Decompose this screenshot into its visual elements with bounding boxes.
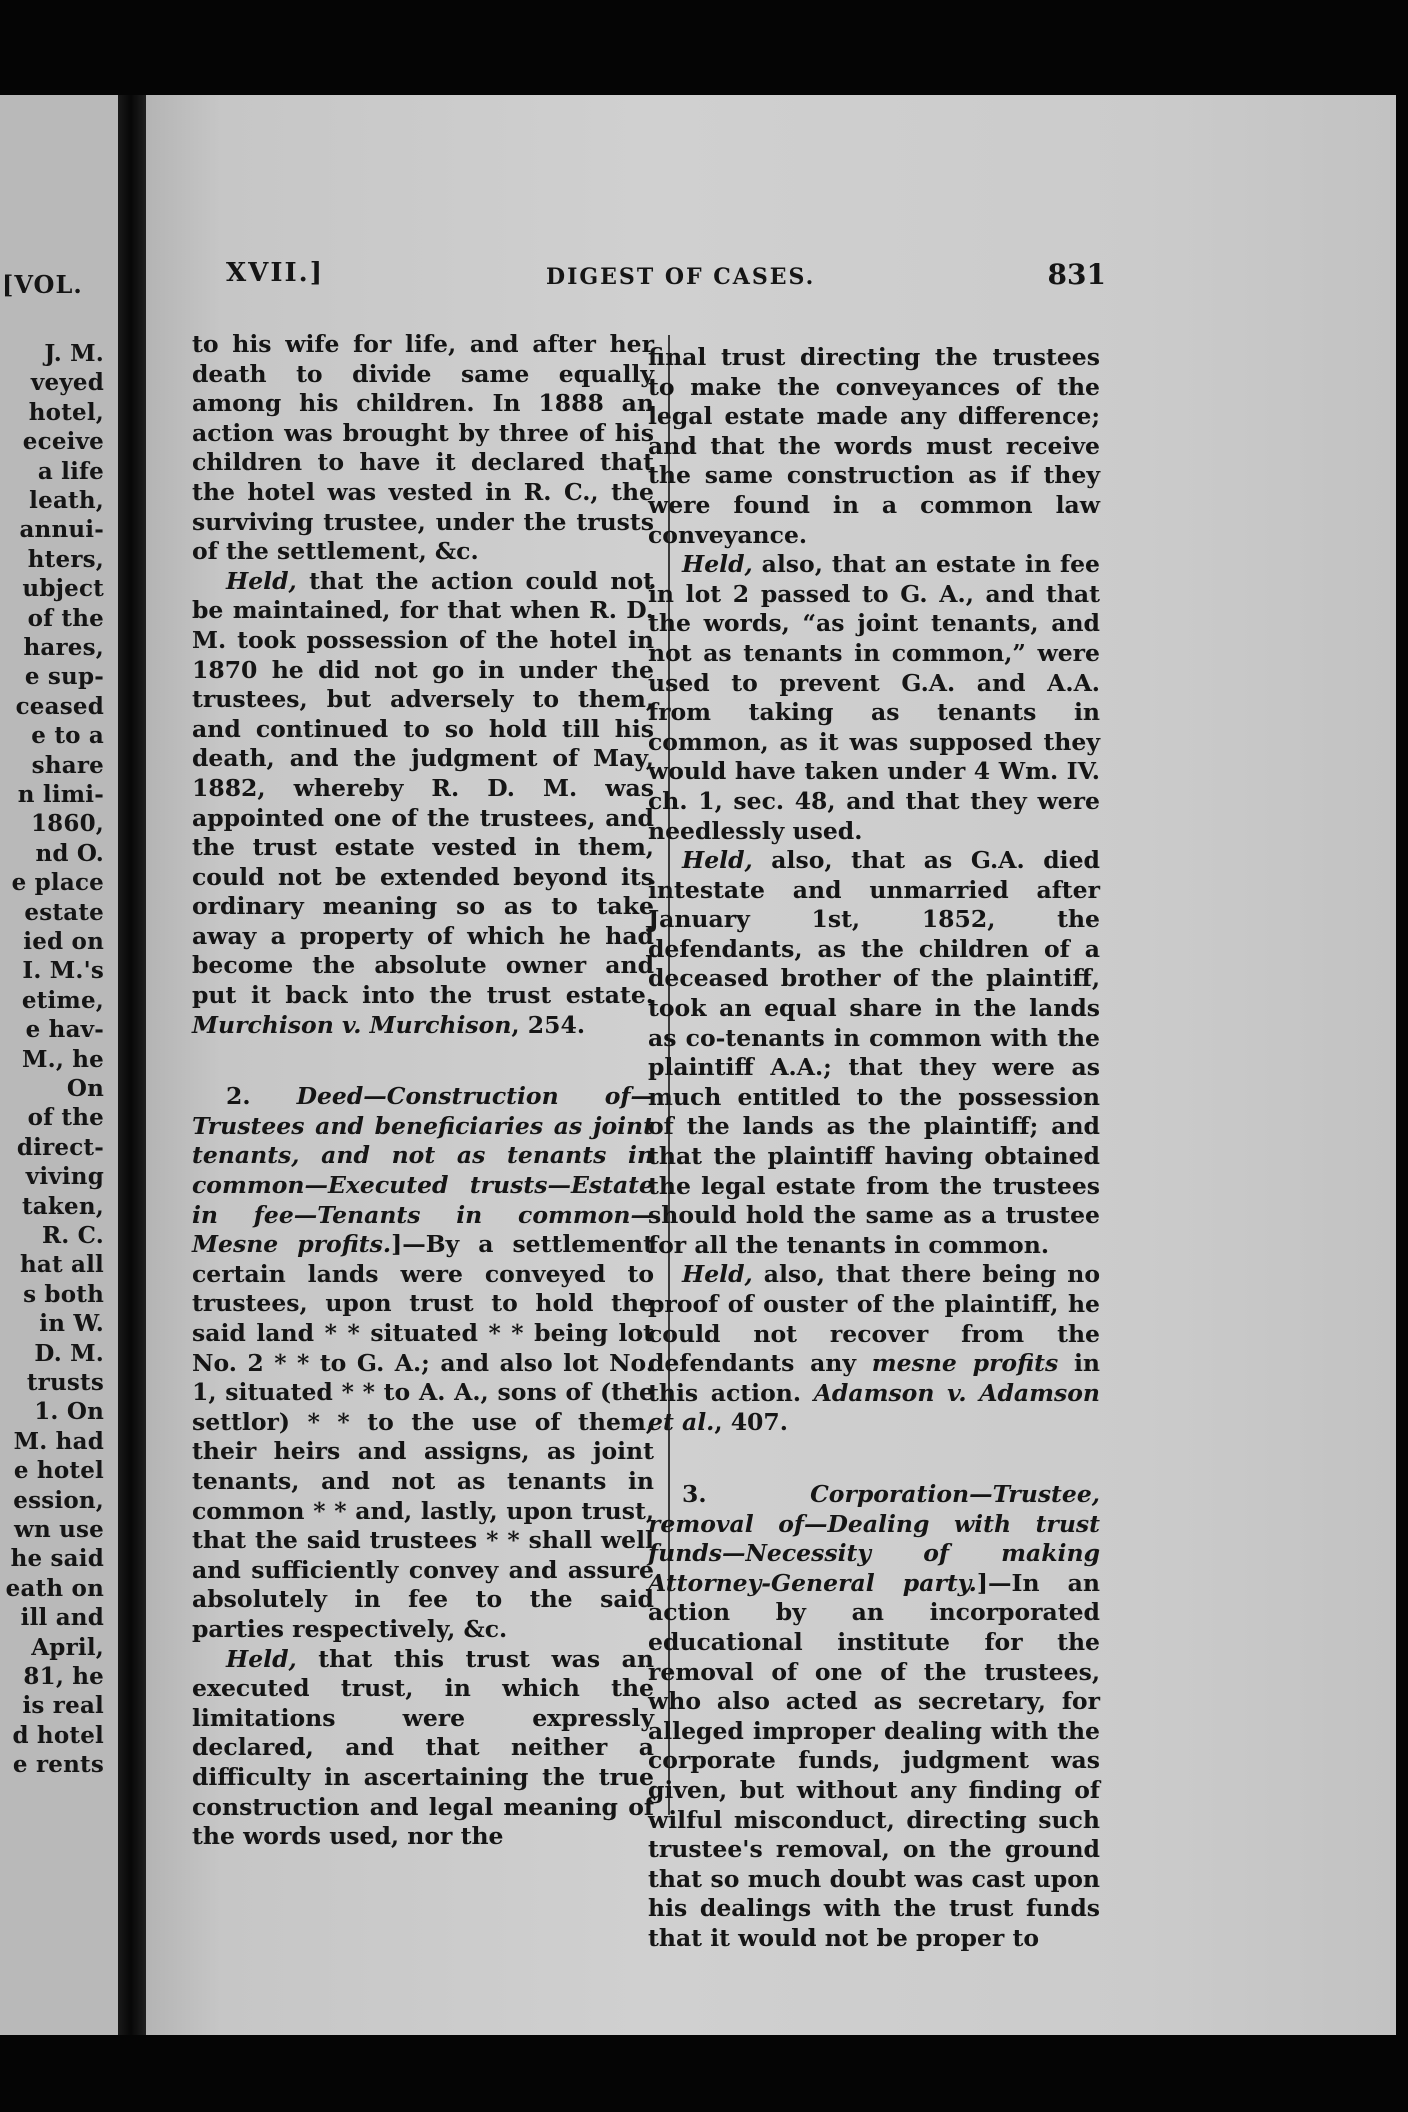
paragraph: Held, also, that an estate in fee in lot 2 passed to G. A., and that the words, “as joint tenants, and not as tenants in common,” were used to prevent G.A. and A.A. from taking as tenants in common, as it was supposed they would have taken under 4 Wm. IV. ch. 1, sec. 48, and that they were needlessly used.: [648, 550, 1100, 845]
paragraph: Held, that the action could not be maintained, for that when R. D. M. took possession of the hotel in 1870 he did not go in under the trustees, but adversely to them, and continued to so hold till his death, and the judgment of May, 1882, whereby R. D. M. was appointed one of the trustees, and the trust estate vested in them, could not be extended beyond its ordinary meaning so as to take away a property of which he had become the absolute owner and put it back into the trust estate. Murchison v. Murchison, 254.: [192, 566, 654, 1039]
facing-page-line: eath on: [5, 1574, 104, 1602]
facing-page-line: hares,: [23, 634, 104, 661]
facing-page-line: M. had: [13, 1427, 104, 1455]
paragraph: Held, also, that there being no proof of ouster of the plaintiff, he could not recover from the defendants any mesne profits in this action. Adamson v. Adamson et al., 407.: [648, 1260, 1100, 1437]
digest-entry-heading: 2. Deed—Construction of—Trustees and beneficiaries as joint tenants, and not as tenants in common—Executed trusts—Estate in fee—Tenants in common—Mesne profits.]—By a settlement certain lands were conveyed to trustees, upon trust to hold the said land * * situated * * being lot No. 2 * * to G. A.; and also lot No. 1, situated * * to A. A., sons of (the settlor) * * to the use of them, their heirs and assigns, as joint tenants, and not as tenants in common * * and, lastly, upon trust, that the said trustees * * shall well and sufficiently convey and assure absolutely in fee to the said parties respectively, &c.: [192, 1082, 655, 1643]
facing-page-line: share: [31, 751, 104, 779]
facing-page-line: 81, he: [23, 1663, 104, 1690]
facing-page-line: of the: [27, 604, 104, 632]
paragraph: Held, that this trust was an executed trust, in which the limitations were expressly declared, and that neither a difficulty in ascertaining the true construction and legal meaning of the words used, nor the: [192, 1644, 654, 1851]
facing-page-line: April,: [31, 1633, 104, 1661]
facing-page-line: ceased: [15, 692, 104, 720]
facing-page-line: 1. On: [34, 1398, 104, 1426]
facing-page-line: viving: [25, 1163, 104, 1191]
facing-page-line: e place: [11, 869, 104, 897]
facing-page-line: eceive: [22, 428, 104, 456]
facing-page-line: he said: [10, 1545, 104, 1573]
page-header: [226, 258, 1106, 298]
facing-page-line: 1860,: [30, 810, 104, 838]
facing-page-line: e to a: [31, 722, 104, 750]
facing-page-line: M., he: [21, 1045, 104, 1073]
running-title: DIGEST OF CASES.: [546, 264, 816, 290]
facing-page-line: wn use: [13, 1516, 104, 1543]
facing-page-line: e sup-: [24, 663, 104, 691]
left-column: [192, 330, 654, 1852]
facing-page-line: nd O.: [35, 839, 104, 867]
facing-page-line: R. C.: [41, 1222, 104, 1249]
facing-page-header: [VOL.: [2, 270, 83, 299]
right-column: [648, 343, 1100, 1953]
facing-page-line: D. M.: [34, 1339, 104, 1367]
facing-page-line: On: [66, 1075, 104, 1102]
facing-page-line: of the: [27, 1104, 104, 1132]
facing-page-line: ession,: [13, 1486, 104, 1514]
facing-page-line: ubject: [22, 575, 104, 603]
facing-page-line: s both: [23, 1280, 104, 1308]
page-number: 831: [1047, 258, 1106, 291]
facing-page-line: estate: [24, 898, 104, 926]
facing-page-line: J. M.: [44, 340, 104, 367]
facing-page-line: d hotel: [12, 1721, 104, 1749]
facing-page-line: n limi-: [17, 781, 104, 808]
facing-page-line: is real: [22, 1692, 104, 1720]
facing-page-line: e hav-: [25, 1016, 104, 1044]
facing-page-line: hat all: [19, 1251, 104, 1279]
facing-page-line: ill and: [20, 1604, 104, 1632]
paragraph: to his wife for life, and after her death to divide same equally among his children. In 1888 an action was brought by three of his children to have it declared that the hotel was vested in R. C., the surviving trustee, under the trusts of the settlement, &c.: [192, 330, 654, 566]
facing-page-line: in W.: [39, 1310, 104, 1338]
facing-page-line: I. M.'s: [22, 957, 104, 985]
paragraph: Held, also, that as G.A. died intestate and unmarried after January 1st, 1852, the defendants, as the children of a deceased brother of the plaintiff, took an equal share in the lands as co-tenants in common with the plaintiff A.A.; that they were as much entitled to the possession of the lands as the plaintiff; and that the plaintiff having obtained the legal estate from the trustees should hold the same as a trustee for all the tenants in common.: [648, 846, 1100, 1259]
paragraph: final trust directing the trustees to make the conveyances of the legal estate made any difference; and that the words must receive the same construction as if they were found in a common law conveyance.: [648, 343, 1100, 549]
facing-page-line: veyed: [30, 369, 104, 397]
facing-page-line: ied on: [23, 928, 104, 955]
facing-page-line: hters,: [27, 545, 104, 573]
facing-page-line: leath,: [29, 487, 104, 514]
facing-page-line: etime,: [21, 986, 104, 1014]
facing-page-line: trusts: [26, 1369, 104, 1396]
facing-page-line: hotel,: [28, 398, 104, 426]
digest-entry-heading: 3. Corporation—Trustee, removal of—Dealing with trust funds—Necessity of making Attorney-General party.]—In an action by an incorporated educational institute for the removal of one of the trustees, who also acted as secretary, for alleged improper dealing with the corporate funds, judgment was given, but without any finding of wilful misconduct, directing such trustee's removal, on the ground that so much doubt was cast upon his dealings with the trust funds that it would not be proper to: [648, 1479, 1100, 1952]
book-gutter: [118, 95, 146, 2035]
facing-page-line: e hotel: [13, 1457, 104, 1485]
facing-page-line: taken,: [21, 1192, 104, 1220]
facing-page-fragment: [0, 95, 118, 2035]
volume-label: XVII.]: [226, 258, 325, 288]
facing-page-line: annui-: [19, 516, 104, 544]
facing-page-line: e rents: [12, 1751, 104, 1779]
facing-page-line: direct-: [16, 1133, 104, 1161]
facing-page-line: a life: [37, 457, 104, 485]
